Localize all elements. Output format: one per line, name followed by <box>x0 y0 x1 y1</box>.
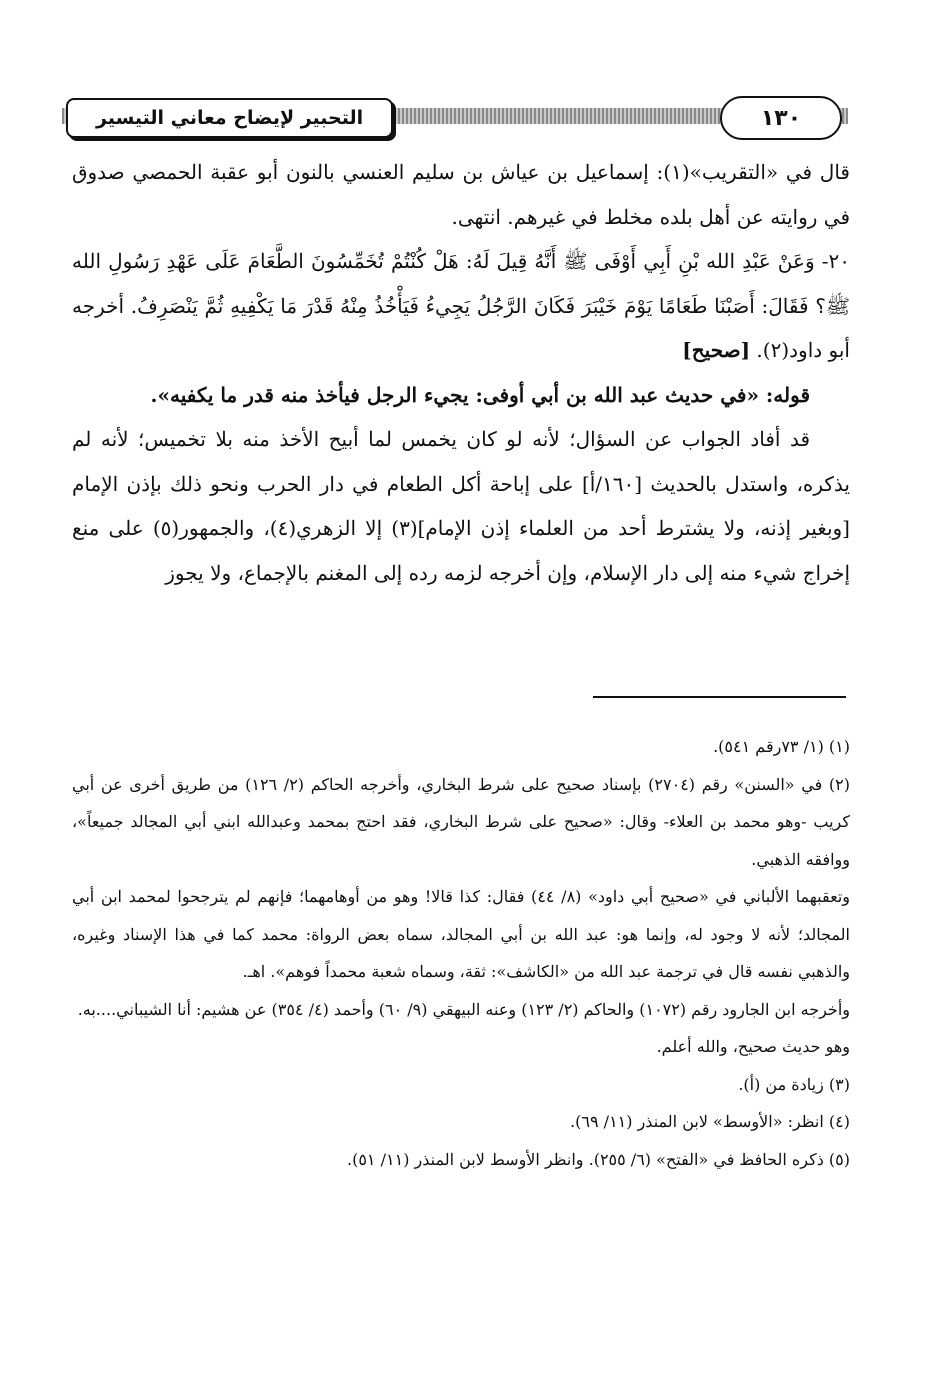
page-header <box>62 92 848 144</box>
footnotes <box>72 728 850 1178</box>
hadith-source: أخرجه أبو داود(٢). <box>72 293 850 362</box>
hadith-paragraph <box>72 239 850 373</box>
commentary-heading: قوله: «في حديث عبد الله بن أبي أوفى: يجيء الرجل فيأخذ منه قدر ما يكفيه». <box>150 382 810 407</box>
footnote-2-continued: وتعقبهما الألباني في «صحيح أبي داود» (٨/ ٤٤) فقال: كذا قالا! وهو من أوهامهما؛ فإنهم لم يترجحوا لمحمد ابن أبي المجالد؛ لأنه لا وجود له، وإنما هو: عبد الله بن أبي المجالد، سماه بعض الرواة: محمد كما في هذا الإسناد وغيره، والذهبي نفسه قال في ترجمة عبد الله من «الكاشف»: ثقة، وسماه شعبة محمداً فوهم». اهـ. <box>72 887 851 981</box>
footnote-5: (٥) ذكره الحافظ في «الفتح» (٦/ ٢٥٥). وانظر الأوسط لابن المنذر (١١/ ٥١). <box>347 1149 850 1169</box>
footnote-1: (١) (١/ ٧٣رقم ٥٤١). <box>713 737 850 756</box>
footnote-separator <box>593 696 846 698</box>
hadith-text: ٢٠- وَعَنْ عَبْدِ الله بْنِ أَبِي أَوْفَى ﷺ أَنَّهُ قِيلَ لَهُ: هَلْ كُنْتُمْ تُخَمِّسُونَ الطَّعَامَ عَلَى عَهْدِ رَسُولِ الله ﷺ؟ فَقَالَ: أَصَبْنَا طَعَامًا يَوْمَ خَيْبَرَ فَكَانَ الرَّجُلُ يَجِيءُ فَيَأْخُذُ مِنْهُ قَدْرَ مَا يَكْفِيهِ ثُمَّ يَنْصَرِفُ. <box>72 249 850 318</box>
footnote-2: (٢) في «السنن» رقم (٢٧٠٤) بإسناد صحيح على شرط البخاري، وأخرجه الحاكم (٢/ ١٢٦) من طريق أخرى عن أبي كريب -وهو محمد بن العلاء- وقال: «صحيح على شرط البخاري، فقد احتج بمحمد وعبدالله ابني أبي المجالد جميعاً»، ووافقه الذهبي. <box>72 774 850 869</box>
footnote-2-conclusion: وهو حديث صحيح، والله أعلم. <box>656 1037 850 1056</box>
footnote-4: (٤) انظر: «الأوسط» لابن المنذر (١١/ ٦٩). <box>570 1112 850 1131</box>
hadith-grade: [صحيح] <box>682 338 751 362</box>
taqrib-paragraph: قال في «التقريب»(١): إسماعيل بن عياش بن سليم العنسي بالنون أبو عقبة الحمصي صدوق في روايته عن أهل بلده مخلط في غيرهم. انتهى. <box>72 160 850 229</box>
book-title: التحبير لإيضاح معاني التيسير <box>66 98 393 138</box>
commentary-paragraph: قد أفاد الجواب عن السؤال؛ لأنه لو كان يخمس لما أبيح الأخذ منه بلا تخميس؛ لأنه لم يذكره، واستدل بالحديث [١٦٠/أ] على إباحة أكل الطعام في دار الحرب ونحو ذلك بإذن الإمام [وبغير إذنه، ولا يشترط أحد من العلماء إذن الإمام](٣) إلا الزهري(٤)، والجمهور(٥) على منع إخراج شيء منه إلى دار الإسلام، وإن أخرجه لزمه رده إلى المغنم بالإجماع، ولا يجوز <box>72 427 850 585</box>
footnote-2-sources: وأخرجه ابن الجارود رقم (١٠٧٢) والحاكم (٢/ ١٢٣) وعنه البيهقي (٩/ ٦٠) وأحمد (٤/ ٣٥٤) عن هشيم: أنا الشيباني....به. <box>77 999 850 1019</box>
main-text <box>72 150 850 595</box>
page-number: ١٣٠ <box>720 96 842 140</box>
footnote-3: (٣) زيادة من (أ). <box>738 1074 850 1094</box>
